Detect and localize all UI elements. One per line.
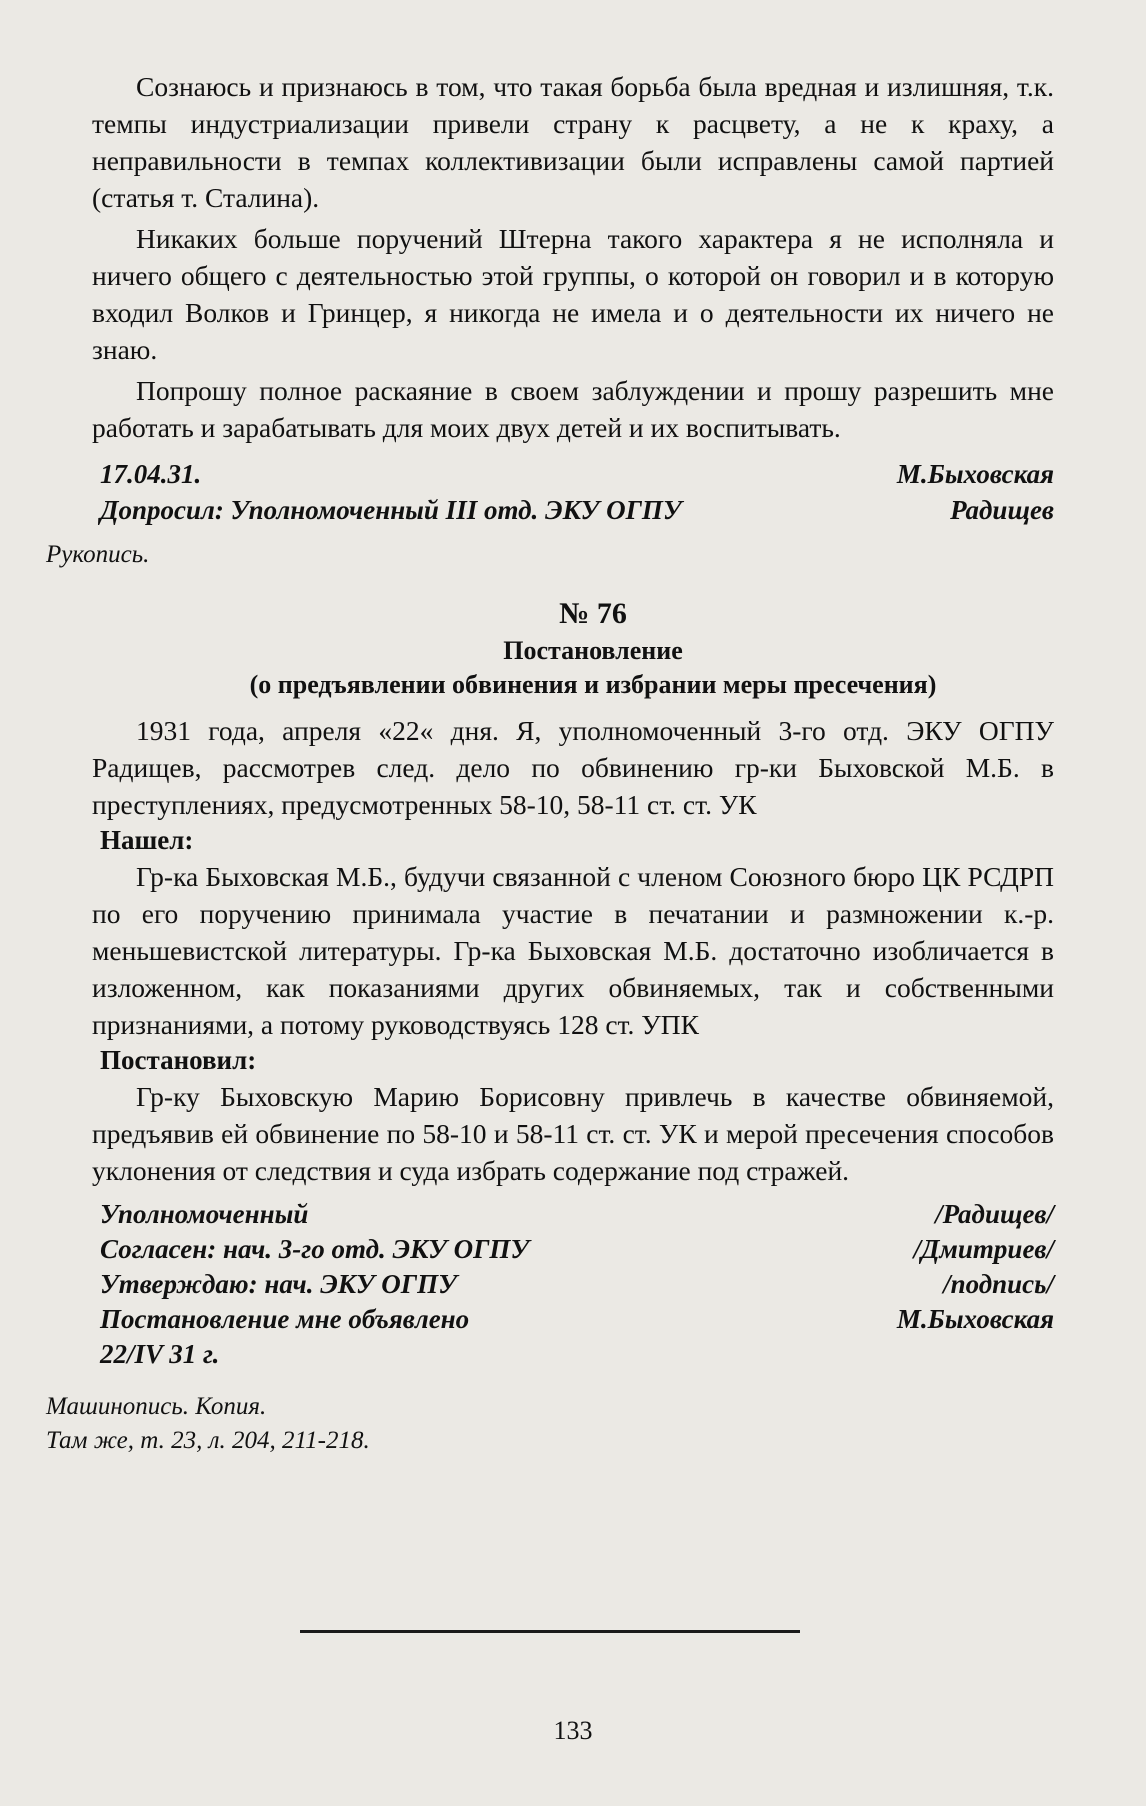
source-line: Там же, т. 23, л. 204, 211-218. <box>46 1427 370 1454</box>
interrogator-label: Допросил: Уполномоченный III отд. ЭКУ ОГПУ <box>100 495 682 525</box>
signature-row: 22/IV 31 г. <box>100 1339 220 1369</box>
resolution-opening: 1931 года, апреля «22« дня. Я, уполномоченный 3-го отд. ЭКУ ОГПУ Радищев, рассмотрев след. дело по обвинению гр-ки Быховской М.Б. в преступлениях, предусмотренных 58-10, 58-11 ст. ст. УК <box>92 715 1054 820</box>
document-subtitle: (о предъявлении обвинения и избрании меры пресечения) <box>249 670 937 699</box>
paragraph-confession: Сознаюсь и признаюсь в том, что такая борьба была вредная и излишняя, т.к. темпы индустриализации привели страну к расцвету, а не к краху, а неправильности в темпах коллективизации были исправлены самой партией (статья т. Сталина). <box>92 71 1054 213</box>
source-line: Машинопись. Копия. <box>46 1393 267 1420</box>
resolved-text: Гр-ку Быховскую Марию Борисовну привлечь в качестве обвиняемой, предъявив ей обвинение по 58-10 и 58-11 ст. ст. УК и мерой пресечения способов уклонения от следствия и суда избрать содержание под стражей. <box>92 1081 1054 1186</box>
horizontal-rule <box>300 1630 800 1633</box>
paragraph-request: Попрошу полное раскаяние в своем заблуждении и прошу разрешить мне работать и зарабатывать для моих двух детей и их воспитывать. <box>92 375 1054 443</box>
signature-date: 17.04.31. <box>100 459 202 489</box>
interrogator-row <box>92 492 1054 528</box>
found-heading: Нашел: <box>100 825 194 855</box>
signature-row: Утверждаю: нач. ЭКУ ОГПУ /подпись/ <box>100 1269 1054 1299</box>
signature-date-row <box>92 456 1054 492</box>
page-number: 133 <box>553 1716 593 1745</box>
interrogator-name: Радищев <box>950 495 1054 525</box>
resolved-heading: Постановил: <box>100 1045 257 1075</box>
signature-row: Согласен: нач. 3-го отд. ЭКУ ОГПУ /Дмитриев/ <box>100 1234 1054 1264</box>
document-number: № 76 <box>559 597 627 630</box>
signature-row: Уполномоченный /Радищев/ <box>100 1199 1054 1229</box>
source-note-typescript <box>46 1390 1054 1458</box>
document-title: Постановление <box>503 636 683 665</box>
found-text: Гр-ка Быховская М.Б., будучи связанной с членом Союзного бюро ЦК РСДРП по его поручению принимала участие в печатании и размножении к.-р. меньшевистской литературы. Гр-ка Быховская М.Б. достаточно изобличается в изложенном, как показаниями других обвиняемых, так и собственными признаниями, а потому руководствуясь 128 ст. УПК <box>92 861 1054 1040</box>
signature-block <box>92 1197 1054 1372</box>
signature-name: М.Быховская <box>896 459 1054 489</box>
paragraph-no-assignments: Никаких больше поручений Штерна такого характера я не исполняла и ничего общего с деятельностью этой группы, о которой он говорил и в которую входил Волков и Гринцер, я никогда не имела и о деятельности их ничего не знаю. <box>92 223 1054 365</box>
signature-row: Постановление мне объявлено М.Быховская <box>100 1304 1054 1334</box>
source-note-handwritten: Рукопись. <box>46 541 150 568</box>
